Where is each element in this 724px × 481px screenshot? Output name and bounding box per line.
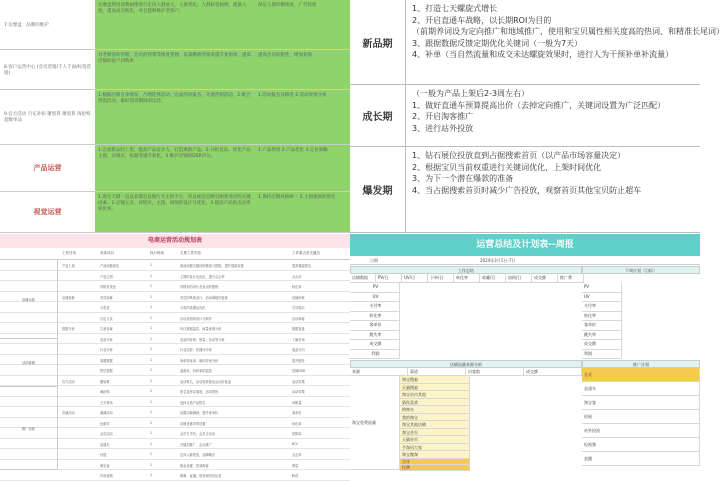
- activity-cell: 自定义页: [100, 316, 113, 321]
- traffic-channel: 我的淘宝: [400, 414, 470, 422]
- activity-cell: 1: [150, 273, 153, 278]
- activity-row: [0, 470, 350, 481]
- activity-cell: 1: [150, 284, 153, 288]
- lifecycle-stage: [350, 0, 724, 85]
- activity-cell: 1: [150, 399, 153, 404]
- plan-metric-label: 支付率: [582, 302, 622, 312]
- activity-cell: 分类页: [100, 306, 110, 310]
- activity-cell: 转化率: [292, 285, 302, 289]
- plan-row-label: 产品运营: [33, 164, 62, 172]
- stage-label: 爆发期: [350, 147, 406, 232]
- plan-row-label: 9.官方活动 百亿补贴 聚划算 聚划算 淘抢购 超级单品: [4, 112, 91, 123]
- col-header: 收藏/日: [480, 274, 506, 283]
- activity-cell: 1: [150, 368, 153, 372]
- plan-row: [0, 145, 350, 192]
- plan-row-content: 1.完成新品的上架，提高产品竞争力，打造爆款产品。2.分析竞品，优化产品主图，详情页，标题等提升转化。3.维护店铺的DSR评分。: [95, 145, 255, 191]
- promo-item: 短视频: [582, 438, 700, 452]
- activity-sheet-header: [0, 248, 350, 260]
- lifecycle-stage: [350, 85, 700, 147]
- activity-cell: 官方活动: [62, 379, 75, 384]
- traffic-channel: 淘宝搜索: [400, 376, 470, 384]
- metric-label: 转化率: [350, 312, 400, 322]
- stage-line: 2、开启直通车战略，以长期ROI为目的: [412, 15, 552, 25]
- activity-cell: 每日数据监控，流量来源分析: [180, 327, 222, 331]
- traffic-channel: 淘宝站内其他: [400, 391, 470, 399]
- stage-description: [412, 150, 696, 196]
- activity-cell: 1: [150, 336, 153, 341]
- traffic-channel: 手淘问大家: [400, 444, 470, 452]
- activity-sheet-title: 电商运营活动规划表: [0, 234, 350, 248]
- activity-cell: 1: [150, 420, 153, 425]
- stage-line: 2、开启淘客推广: [412, 112, 474, 121]
- activity-cell: 会员活动: [100, 432, 113, 436]
- activity-cell: 1: [150, 410, 153, 414]
- activity-cell: 1: [150, 462, 153, 467]
- weekly-report-sheet: [350, 234, 700, 470]
- activity-cell: 设置店铺满减，提升客单价: [180, 411, 219, 415]
- activity-cell: 活动页面的设计与制作: [180, 316, 212, 321]
- plan-row-key: 提高会员的粘性，增加复购: [255, 50, 350, 89]
- promo-item: 直通车: [582, 382, 700, 396]
- promo-item: 站外投放: [582, 424, 700, 438]
- activity-cell: 店铺形象: [292, 295, 305, 300]
- stage-line: 2、根据宝贝当前权重进行关键词优化，上架时间优化: [412, 162, 602, 172]
- category-label: 推广运营: [0, 387, 58, 470]
- column-header: 主要工作内容: [180, 251, 201, 255]
- activity-cell: 竞品分析: [100, 337, 113, 342]
- traffic-col-header: 成交额: [524, 368, 582, 376]
- weekly-report-title: 运营总结及计划表--周报: [350, 234, 700, 256]
- traffic-total: 合计: [400, 459, 470, 465]
- activity-cell: 店铺装修: [62, 295, 75, 300]
- traffic-channel: 天猫首页: [400, 436, 470, 444]
- activity-cell: 冲销量: [292, 400, 302, 405]
- activity-cell: 销量: [292, 463, 299, 468]
- plan-row-key: 1.保持店铺风格统一 2.主图视频的优化: [255, 192, 350, 232]
- activity-cell: 行业分析: [100, 348, 113, 352]
- metric-label: 跳失率: [350, 331, 400, 341]
- activity-cell: 产品主图: [100, 274, 113, 279]
- traffic-channel: 淘宝微淘: [400, 451, 470, 459]
- next-plan-header: 下周计划（目标）: [582, 266, 700, 274]
- traffic-col-header: 来源: [350, 368, 408, 376]
- weekly-report-date-row: [350, 256, 700, 265]
- traffic-channel: 淘宝首页: [400, 429, 470, 437]
- date-label: 日期: [370, 258, 378, 263]
- activity-cell: 淘抢购: [100, 390, 110, 394]
- traffic-channel: 猜你喜欢: [400, 399, 470, 407]
- activity-cell: 微淘，直播，短视频内容运营: [180, 474, 222, 478]
- plan-row-label: 视觉运营: [33, 208, 62, 216]
- col-header: 店铺数据: [350, 274, 376, 283]
- plan-row: [0, 192, 350, 233]
- activity-cell: 了解市场: [292, 337, 305, 342]
- plan-metric-label: 转化率: [582, 312, 622, 322]
- activity-cell: 转化率: [292, 421, 302, 426]
- activity-cell: 详情页的设计及卖点的提炼: [180, 285, 219, 289]
- date-value: 2024年3月1日-7日: [480, 258, 516, 263]
- activity-cell: 售后数据: [100, 369, 113, 373]
- plan-metric-label: UV: [582, 293, 622, 303]
- activity-cell: ROI: [292, 441, 298, 446]
- activity-cell: 首页的风格设计，活动海报的更新: [180, 295, 228, 300]
- activity-cell: 报名及库存准备，活动预热: [180, 390, 219, 394]
- activity-cell: 满减活动: [100, 411, 113, 415]
- activity-cell: 店铺活动: [62, 411, 75, 415]
- activity-cell: 活动效果: [292, 379, 305, 384]
- activity-cell: 1: [150, 315, 153, 320]
- activity-cell: 1: [150, 294, 153, 299]
- activity-cell: 详情页优化: [100, 285, 116, 289]
- col-header: UV/日: [402, 274, 428, 283]
- stage-line: 3、为下一个潜在爆款的准备: [412, 174, 514, 183]
- stage-line: 3、进行站外投放: [412, 123, 474, 133]
- stage-line: 1、钻石展位投放直到占据搜索首页（以产品市场容量决定）: [412, 151, 626, 160]
- activity-cell: 点击率: [292, 274, 302, 279]
- activity-cell: 1: [150, 263, 153, 267]
- activity-cell: 数据复盘: [292, 327, 305, 331]
- activity-cell: 活动效果: [292, 390, 305, 394]
- column-header: 工作任务: [62, 251, 76, 255]
- activity-cell: 产品标题优化: [100, 264, 120, 268]
- stage-label: 新品期: [350, 0, 406, 84]
- traffic-channel: 购物车: [400, 406, 470, 414]
- activity-cell: 选择合适产品报名: [180, 400, 206, 405]
- plan-row: [0, 90, 350, 145]
- work-summary-header: 工作总结: [350, 266, 582, 274]
- plan-row-content: 1.淘宝天猫一直以来都是以图片为主的平台，所以视觉是吸引顾客进店的关键因素。2.店铺主页，详情页，主图，视频的设计与优化。3.提高产品的点击率转化率。: [95, 192, 255, 232]
- activity-cell: 1: [150, 305, 153, 309]
- activity-cell: 1: [150, 378, 153, 383]
- metric-label: 支付率: [350, 302, 400, 312]
- activity-cell: 行业趋势，热搜词分析: [180, 348, 212, 352]
- activity-cell: 产品上架: [62, 264, 75, 268]
- activity-cell: 1: [150, 431, 153, 435]
- activity-cell: 天天特卖: [100, 400, 113, 405]
- plan-row-label: 7.达摩盘：品牌的维护: [4, 22, 49, 28]
- plan-row: [0, 0, 350, 50]
- stage-line: 4、补单（当自然流量和成交未达螺旋效果时，进行人为干预补单补流量）: [412, 50, 674, 59]
- promo-item: 方式: [582, 368, 700, 382]
- activity-cell: 竞品的价格，销量，活动等分析: [180, 337, 225, 342]
- traffic-analysis-header: 店铺流量来源分析: [350, 360, 582, 368]
- stage-line: 3、跟据数据反馈定期优化关键词（一般为7天）: [412, 38, 583, 48]
- column-header: 工作重点及关键点: [292, 251, 320, 255]
- plan-metric-label: 利润: [582, 350, 622, 360]
- column-header: 具体项目: [100, 251, 114, 255]
- activity-cell: 佣金设置，招募淘客: [180, 463, 209, 468]
- column-header: 执行时间: [150, 251, 164, 255]
- traffic-col-header: 访客数: [466, 368, 524, 376]
- stage-line: （前期养词设为定向推广和地域推广，使用和宝贝属性相关度高的热词、和精准长尾词）: [412, 27, 724, 36]
- activity-cell: 聚划算: [100, 379, 110, 384]
- activity-cell: 店铺DSR: [292, 369, 306, 373]
- traffic-channel: 天猫搜索: [400, 384, 470, 392]
- activity-cell: 主图的设计及优化，提升点击率: [180, 274, 225, 279]
- plan-metric-label: 跳失率: [582, 331, 622, 341]
- activity-cell: 店铺优惠券的设置: [180, 421, 206, 426]
- plan-row-key: 保证人群的精准度，广告投放: [255, 0, 350, 49]
- activity-cell: 优惠券: [100, 421, 110, 426]
- plan-metric-label: 客单价: [582, 321, 622, 331]
- traffic-col-header: 渠道: [408, 368, 466, 376]
- activity-cell: 商品标题关键词的筛选与搭配，提升搜索权重: [180, 264, 244, 268]
- plan-row-content: 1.根据店铺自身情况，合理选择活动，完成活动报名，开展营销活动，2.配合营销活动，做好活动期间的运营。: [95, 90, 255, 144]
- activity-cell: 1: [150, 389, 153, 393]
- plan-row: [0, 50, 350, 90]
- activity-cell: 会员专享价，会员日活动: [180, 432, 216, 436]
- activity-cell: 直通车: [100, 442, 110, 447]
- category-label: 活动营销: [0, 339, 58, 387]
- traffic-total: 付费: [400, 465, 470, 471]
- activity-planning-sheet: [0, 234, 350, 478]
- traffic-channel: 淘宝其他店铺: [400, 421, 470, 429]
- metric-label: 客单价: [350, 321, 400, 331]
- operations-plan-table: [0, 0, 350, 233]
- activity-cell: 1: [150, 441, 153, 446]
- traffic-group-label: 淘宝免费流量: [350, 376, 400, 470]
- col-header: 下单/日: [428, 274, 454, 283]
- activity-cell: 1: [150, 452, 153, 456]
- col-header: 转化率: [454, 274, 480, 283]
- activity-cell: 询单转化率，响应时间分析: [180, 358, 219, 363]
- activity-cell: 活动报名，活动前准备及活动后复盘: [180, 379, 231, 384]
- activity-cell: 活动承接: [292, 316, 305, 321]
- activity-cell: 退款率，纠纷率的监控: [180, 369, 212, 373]
- activity-cell: 首页装修: [100, 295, 113, 300]
- metric-label: 利润: [350, 350, 400, 360]
- plan-row-label: 8.客户运营中心 (会员营销/千人千面/标签营销): [4, 64, 92, 76]
- metric-label: 成交额: [350, 340, 400, 350]
- col-header: 加购/日: [506, 274, 532, 283]
- activity-cell: 1: [150, 347, 153, 351]
- activity-cell: 1: [150, 326, 153, 330]
- promo-item: 淘宝客: [582, 396, 700, 410]
- plan-metric-label: 成交额: [582, 340, 622, 350]
- activity-cell: 数据分析: [62, 327, 75, 331]
- metric-label: PV: [350, 283, 400, 293]
- col-header: 推广费: [558, 274, 584, 283]
- activity-cell: 钻展: [100, 453, 107, 457]
- activity-cell: 淘宝客: [100, 463, 110, 468]
- stage-line: 4、当占据搜索首页时减少广告投放，观察首页其他宝贝防止超车: [412, 185, 642, 195]
- activity-cell: 客服数据: [100, 358, 113, 363]
- activity-cell: 提高搜索排名: [292, 264, 312, 268]
- activity-cell: 关键词推广，定向推广: [180, 442, 212, 447]
- activity-cell: 1: [150, 473, 153, 477]
- activity-cell: 选品方向: [292, 348, 305, 352]
- plan-row-key: 1.活动报名及跟进 2.活动效果分析: [255, 90, 350, 144]
- activity-cell: 复购率: [292, 432, 302, 436]
- activity-cell: 内容营销: [100, 474, 113, 478]
- col-header: PV/日: [376, 274, 402, 283]
- col-header: 成交额: [532, 274, 558, 283]
- activity-cell: 1: [150, 357, 153, 362]
- metric-label: UV: [350, 293, 400, 303]
- stage-label: 成长期: [350, 85, 406, 146]
- activity-cell: 生意参谋: [100, 327, 113, 331]
- promo-item: 直播: [582, 452, 700, 466]
- plan-row-key: 1.产品规划 2.产品优化 3.定价策略: [255, 145, 350, 191]
- activity-cell: 分类的设置及优化: [180, 306, 206, 310]
- activity-cell: 提升服务: [292, 358, 305, 363]
- plan-row-content: 达摩盘利用消费画像进行定向人群放大，人群优化，人群标签画像，流量入池，提高成交转化，并且能够维护老客户。: [95, 0, 255, 49]
- stage-line: 1、做好直通车预算提高出价（去掉定向推广，关键词设置为广泛匹配）: [412, 100, 666, 110]
- stage-line: 1、打造七天螺旋式增长: [412, 4, 498, 13]
- activity-cell: 定向人群投放，品牌曝光: [180, 453, 216, 457]
- plan-metric-label: PV: [582, 283, 622, 293]
- stage-description: [412, 88, 696, 134]
- promo-item: 钻展: [582, 410, 700, 424]
- product-lifecycle-table: [350, 0, 724, 233]
- activity-cell: 粉丝: [292, 474, 299, 478]
- plan-row-content: 对老顾客的管理，会员的营销等维度管理，依靠精准营销来提升复购率，提高店铺的客户回购率: [95, 50, 255, 89]
- activity-cell: 点击率: [292, 453, 302, 457]
- lifecycle-stage: [350, 147, 700, 233]
- category-label: 店铺运营: [0, 260, 58, 339]
- activity-cell: 客单价: [292, 411, 302, 415]
- activity-cell: 引导购买: [292, 306, 305, 310]
- stage-description: [412, 3, 724, 61]
- promo-plan-header: 推广计划: [582, 360, 700, 368]
- stage-line: （一般为产品上架后2-3周左右）: [412, 89, 530, 98]
